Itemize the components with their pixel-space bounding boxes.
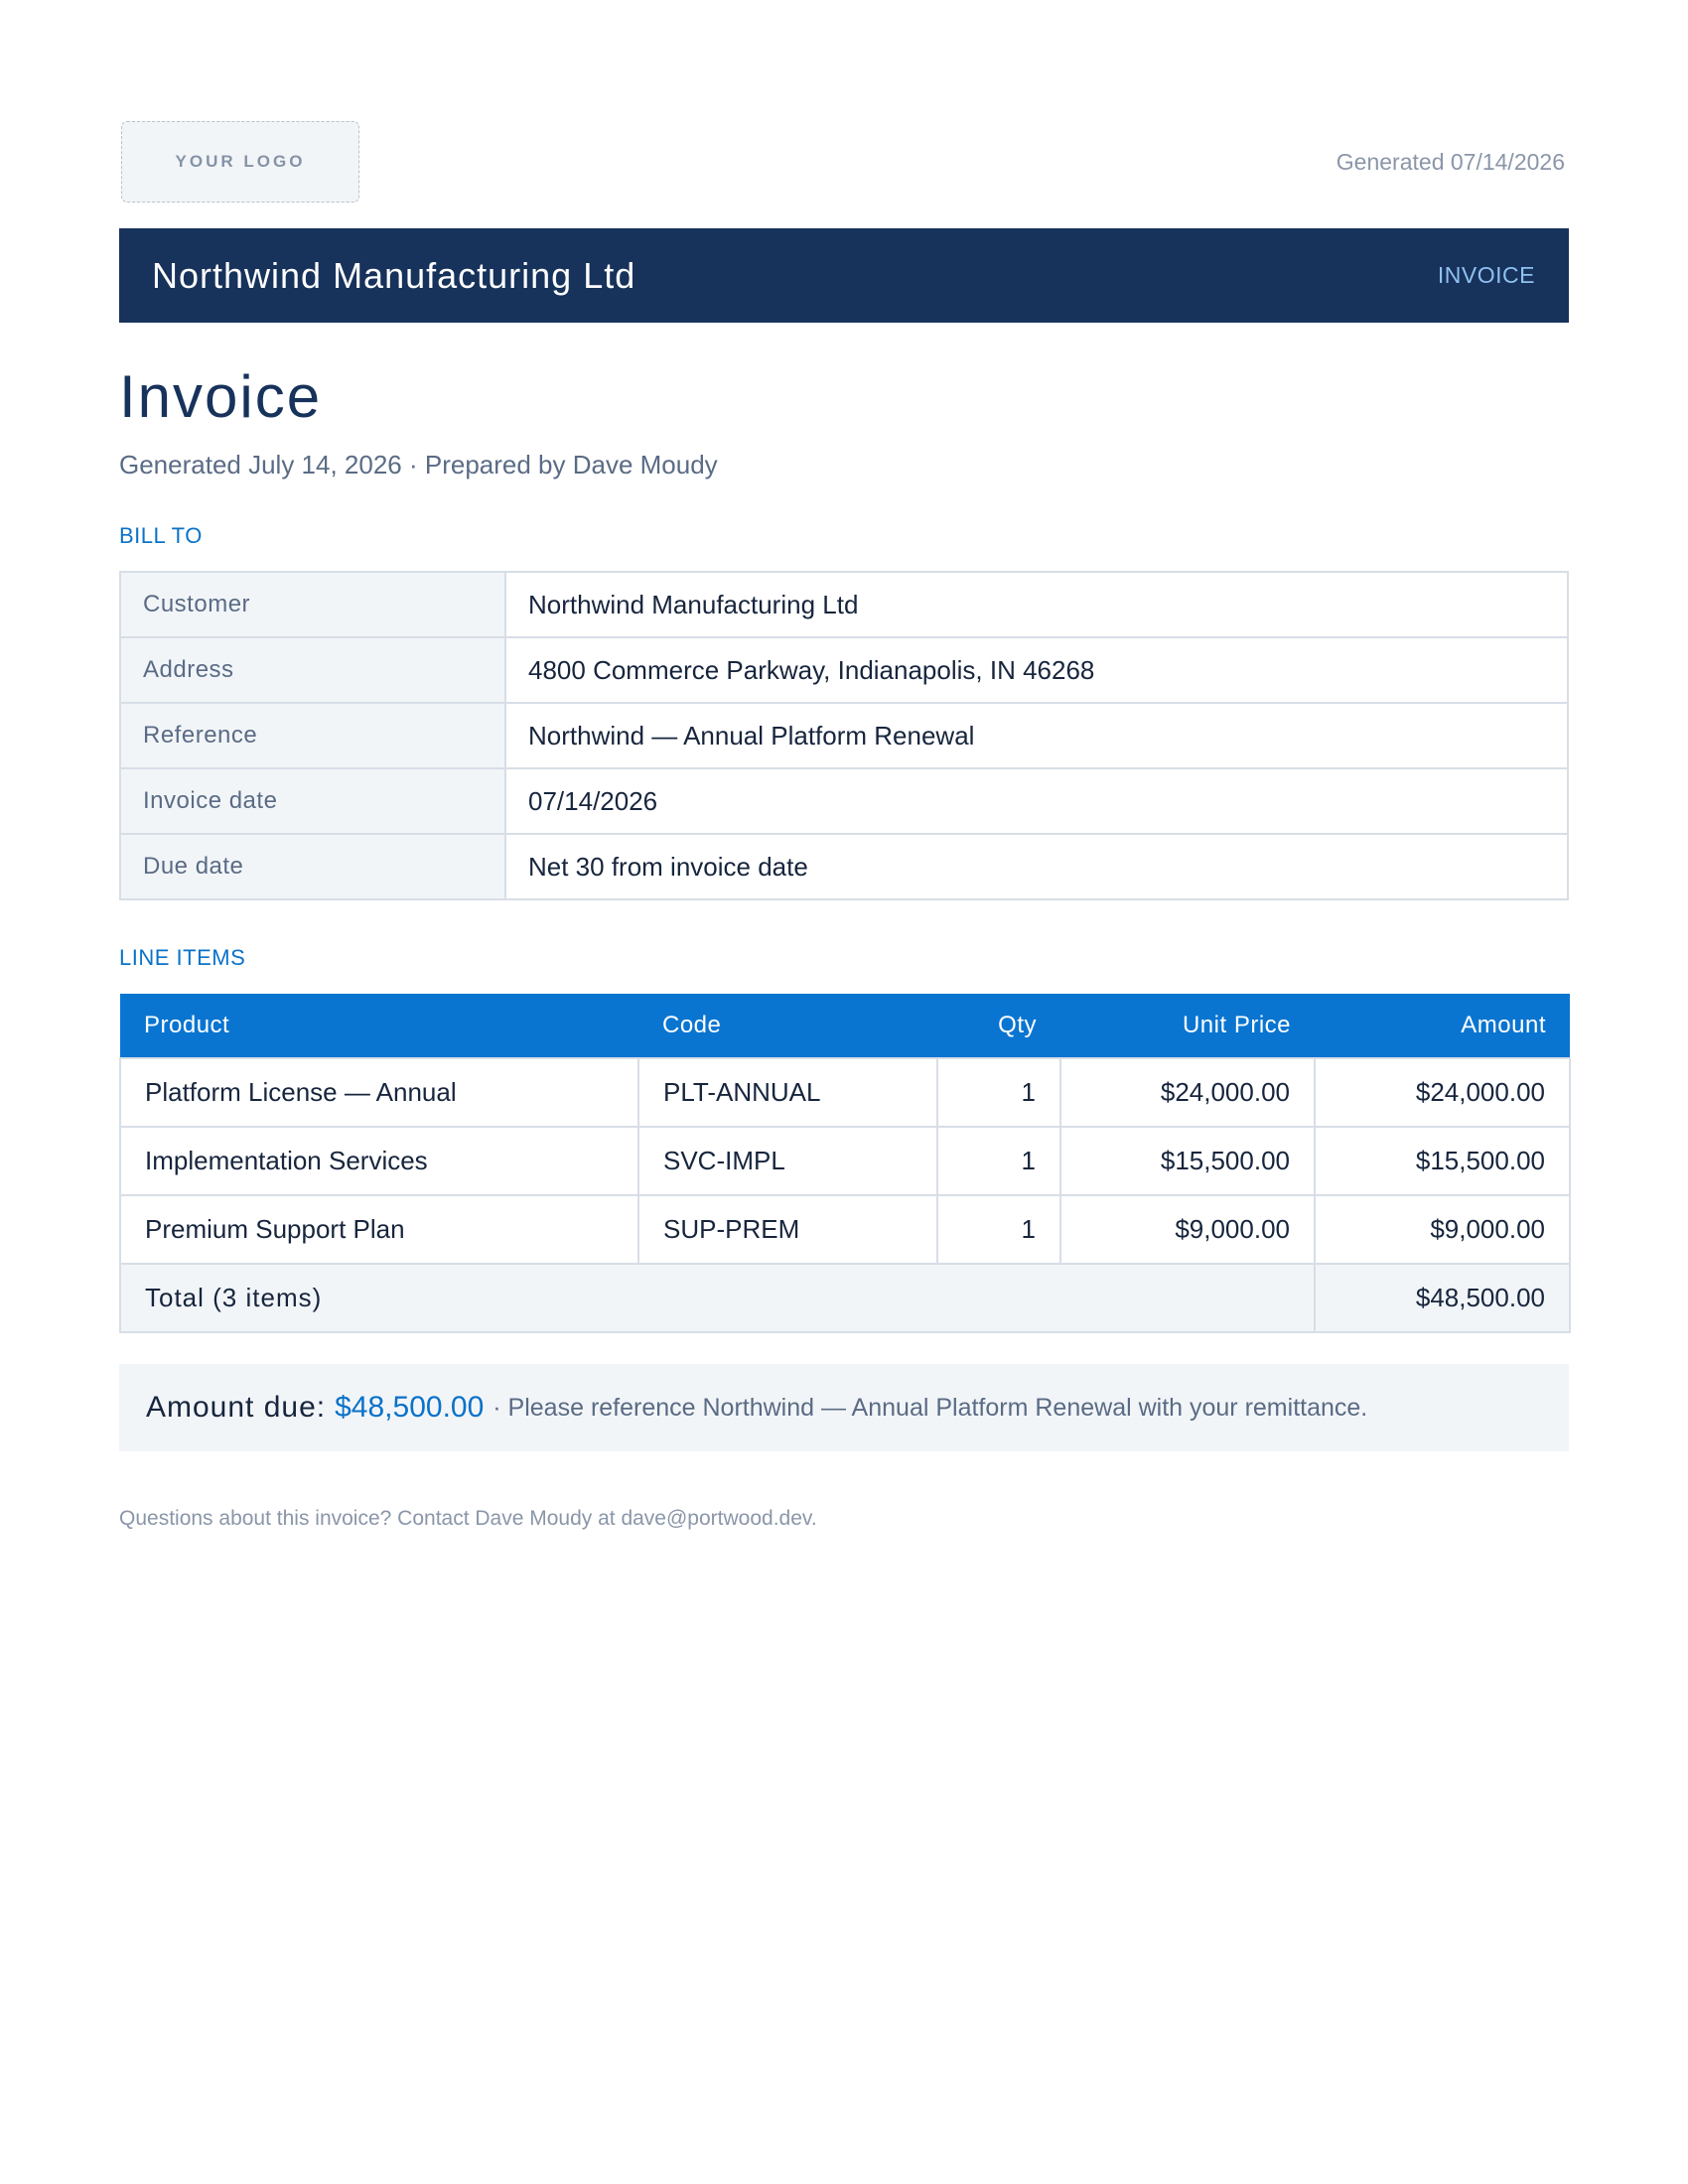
bill-row-invoice-date [120,768,1568,834]
logo-placeholder: YOUR LOGO [121,121,359,203]
bill-key: Invoice date [120,768,505,834]
company-banner [119,228,1569,323]
bill-row-address [120,637,1568,703]
bill-row-customer [120,572,1568,637]
bill-value: 4800 Commerce Parkway, Indianapolis, IN 46268 [505,637,1568,703]
bill-row-reference [120,703,1568,768]
line-items-table [119,994,1571,1333]
cell-unit-price: $15,500.00 [1060,1127,1315,1195]
total-label: Total (3 items) [120,1264,1315,1332]
cell-code: PLT-ANNUAL [638,1058,937,1127]
cell-amount: $9,000.00 [1315,1195,1570,1264]
cell-code: SVC-IMPL [638,1127,937,1195]
bill-key: Due date [120,834,505,899]
table-row [120,1195,1570,1264]
column-header-qty: Qty [937,994,1060,1058]
bill-key: Customer [120,572,505,637]
amount-due-note: · Please reference Northwind — Annual Platform Renewal with your remittance. [492,1393,1368,1422]
column-header-amount: Amount [1315,994,1570,1058]
banner-doc-type: INVOICE [1437,262,1535,288]
page-title: Invoice [119,363,323,430]
banner-company-name: Northwind Manufacturing Ltd [152,254,636,296]
page-subtitle: Generated July 14, 2026 · Prepared by Dave Moudy [119,450,718,479]
total-amount: $48,500.00 [1315,1264,1570,1332]
line-items-heading: LINE ITEMS [119,945,246,970]
column-header-product: Product [120,994,638,1058]
bill-to-table [119,571,1569,900]
bill-value: Net 30 from invoice date [505,834,1568,899]
cell-product: Implementation Services [120,1127,638,1195]
amount-due-label: Amount due: [146,1391,327,1424]
bill-key: Address [120,637,505,703]
column-header-code: Code [638,994,937,1058]
cell-product: Premium Support Plan [120,1195,638,1264]
cell-qty: 1 [937,1058,1060,1127]
cell-product: Platform License — Annual [120,1058,638,1127]
cell-unit-price: $9,000.00 [1060,1195,1315,1264]
generated-date: Generated 07/14/2026 [1336,149,1565,175]
bill-key: Reference [120,703,505,768]
cell-qty: 1 [937,1127,1060,1195]
bill-value: Northwind — Annual Platform Renewal [505,703,1568,768]
bill-row-due-date [120,834,1568,899]
footer-contact-note: Questions about this invoice? Contact Dave Moudy at dave@portwood.dev. [119,1507,817,1530]
bill-value: 07/14/2026 [505,768,1568,834]
cell-amount: $15,500.00 [1315,1127,1570,1195]
table-header-row [120,994,1570,1058]
table-row [120,1127,1570,1195]
amount-due-value: $48,500.00 [335,1391,485,1424]
table-row [120,1058,1570,1127]
bill-value: Northwind Manufacturing Ltd [505,572,1568,637]
column-header-unit-price: Unit Price [1060,994,1315,1058]
cell-unit-price: $24,000.00 [1060,1058,1315,1127]
amount-due-callout [119,1364,1569,1451]
total-row [120,1264,1570,1332]
cell-qty: 1 [937,1195,1060,1264]
bill-to-heading: BILL TO [119,523,203,548]
cell-amount: $24,000.00 [1315,1058,1570,1127]
cell-code: SUP-PREM [638,1195,937,1264]
